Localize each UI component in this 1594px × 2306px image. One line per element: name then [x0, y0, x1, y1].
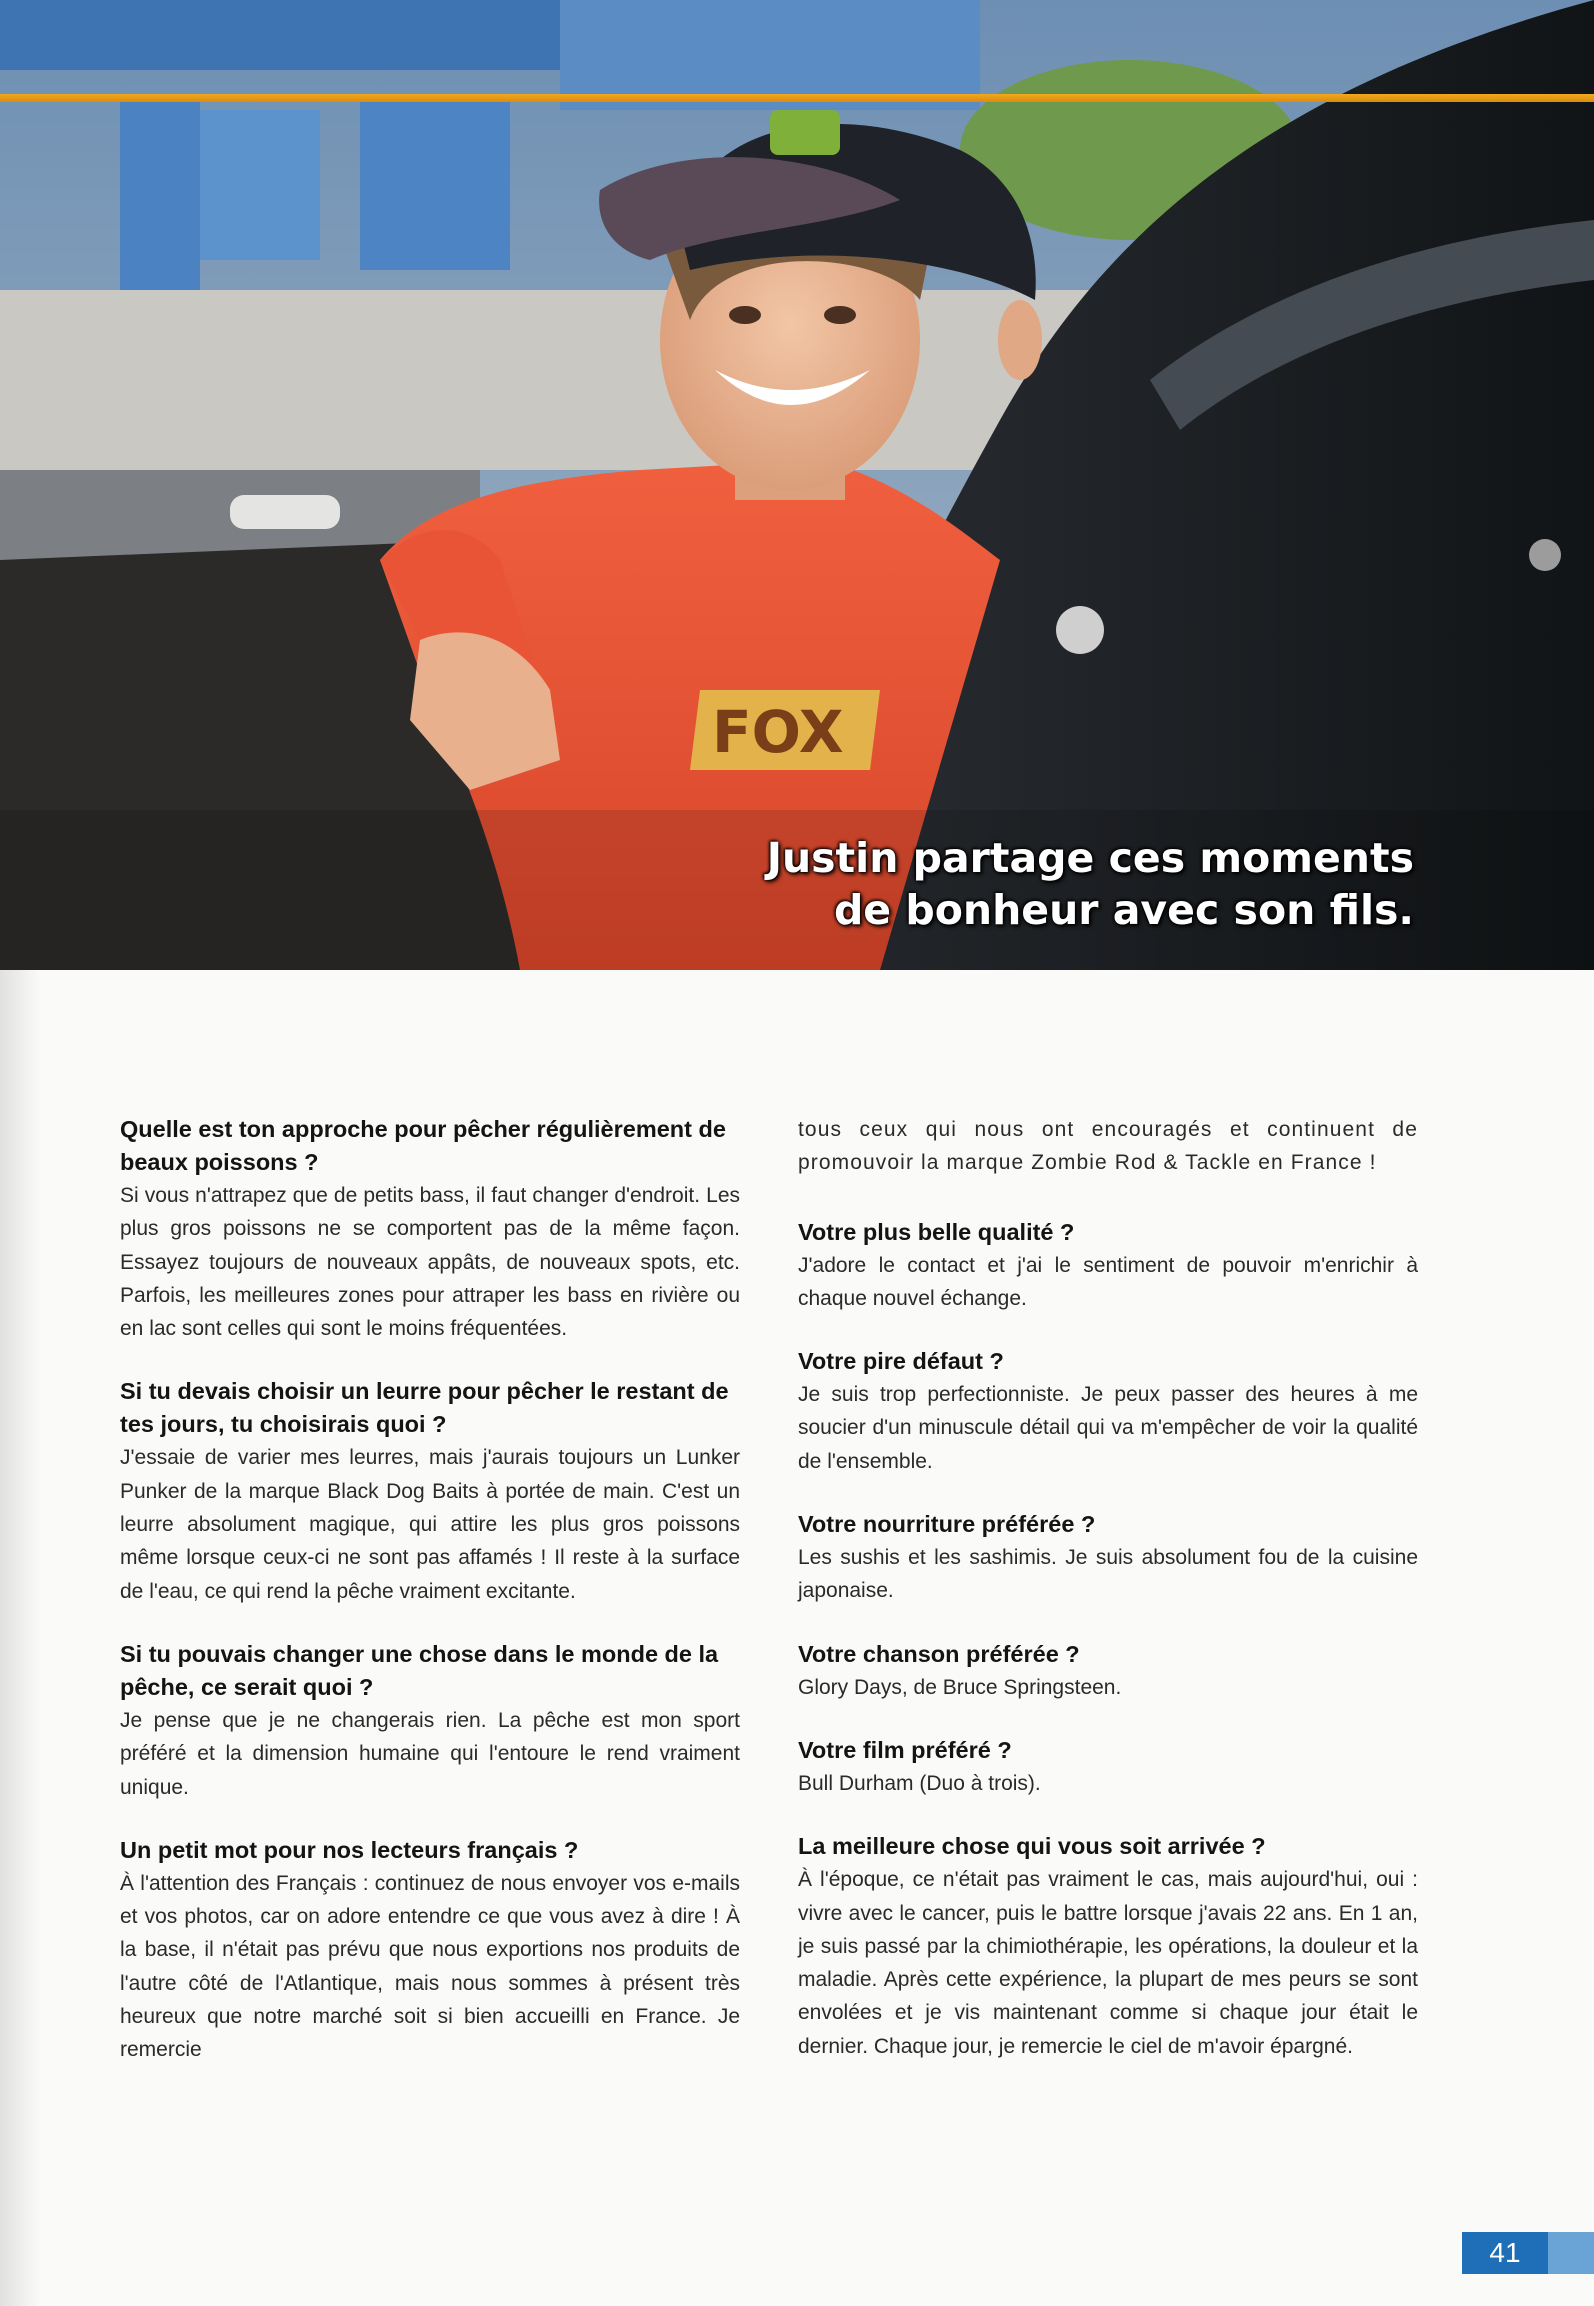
- qa-block: [798, 1216, 1418, 1316]
- question: Votre film préféré ?: [798, 1736, 1012, 1763]
- svg-text:FOX: FOX: [712, 698, 844, 766]
- qa-block: [798, 1734, 1418, 1800]
- answer: À l'attention des Français : continuez de nous envoyer vos e-mails et vos photos, car on adore entendre ce que vous avez à dire ! À la base, il n'était pas prévu que nous exportions nos produits de l'autre côté de l'Atlantique, mais nous sommes à présent très heureux que notre marché soit si bien accueilli en France. Je remercie: [120, 1871, 740, 2062]
- answer: À l'époque, ce n'était pas vraiment le cas, mais aujourd'hui, oui : vivre avec le cancer, puis le battre lorsque j'avais 22 ans. En 1 an, je suis passé par la chimiothérapie, les opérations, la douleur et la maladie. Après cette expérience, la plupart de mes peurs se sont envolées et je vis maintenant comme si chaque jour était le dernier. Chaque jour, je remercie le ciel de m'avoir épargné.: [798, 1868, 1418, 2058]
- right-column: [798, 1113, 1418, 2093]
- answer: Glory Days, de Bruce Springsteen.: [798, 1675, 1122, 1699]
- page-number-accent: [1548, 2232, 1594, 2274]
- qa-block: [120, 1375, 740, 1607]
- question: Votre plus belle qualité ?: [798, 1218, 1075, 1245]
- left-column: [120, 1113, 740, 2097]
- answer: Bull Durham (Duo à trois).: [798, 1771, 1041, 1795]
- answer: J'essaie de varier mes leurres, mais j'aurais toujours un Lunker Punker de la marque Black Dog Baits à portée de main. C'est un leurre absolument magique, qui attire les plus gros poissons même lorsque ceux-ci ne sont pas affamés ! Il reste à la surface de l'eau, ce qui rend la pêche vraiment excitante.: [120, 1446, 740, 1603]
- answer: Je pense que je ne changerais rien. La pêche est mon sport préféré et la dimension humaine qui l'entoure le rend vraiment unique.: [120, 1708, 740, 1799]
- qa-block: [120, 1638, 740, 1804]
- photo-caption: [767, 832, 1414, 936]
- answer: Je suis trop perfectionniste. Je peux passer des heures à me soucier d'un minuscule détail qui va m'empêcher de voir la qualité de l'ensemble.: [798, 1383, 1418, 1473]
- page-spine-shadow: [0, 970, 40, 2306]
- continued-answer: tous ceux qui nous ont encouragés et continuent de promouvoir la marque Zombie Rod & Tackle en France !: [798, 1118, 1418, 1175]
- qa-block: [798, 1830, 1418, 2063]
- answer: J'adore le contact et j'ai le sentiment de pouvoir m'enrichir à chaque nouvel échange.: [798, 1253, 1418, 1310]
- question: Votre nourriture préférée ?: [798, 1511, 1096, 1538]
- hero-photo: [0, 0, 1594, 970]
- question: Votre pire défaut ?: [798, 1348, 1004, 1375]
- qa-block: [120, 1113, 740, 1345]
- caption-line-2: de bonheur avec son fils.: [833, 886, 1414, 934]
- question: Si tu pouvais changer une chose dans le monde de la pêche, ce serait quoi ?: [120, 1640, 719, 1700]
- question: Votre chanson préférée ?: [798, 1640, 1080, 1667]
- qa-block: [120, 1834, 740, 2067]
- qa-block: [798, 1345, 1418, 1478]
- boy-portrait-illustration: [0, 0, 1594, 970]
- question: La meilleure chose qui vous soit arrivée ?: [798, 1833, 1266, 1860]
- question: Si tu devais choisir un leurre pour pêcher le restant de tes jours, tu choisirais quoi ?: [120, 1378, 729, 1438]
- answer: Si vous n'attrapez que de petits bass, il faut changer d'endroit. Les plus gros poissons ne se comportent pas de la même façon. Essayez toujours de nouveaux appâts, de nouveaux spots, etc. Parfois, les meilleures zones pour attraper les bass en rivière ou en lac sont celles qui sont le moins fréquentées.: [120, 1184, 740, 1341]
- qa-block: [798, 1638, 1418, 1704]
- answer: Les sushis et les sashimis. Je suis absolument fou de la cuisine japonaise.: [798, 1546, 1418, 1603]
- caption-line-1: Justin partage ces moments: [766, 834, 1414, 882]
- question: Un petit mot pour nos lecteurs français ?: [120, 1836, 579, 1863]
- qa-block: [798, 1508, 1418, 1608]
- orange-accent-rule: [0, 94, 1594, 102]
- question: Quelle est ton approche pour pêcher régulièrement de beaux poissons ?: [120, 1116, 726, 1175]
- page-number: 41: [1462, 2232, 1548, 2274]
